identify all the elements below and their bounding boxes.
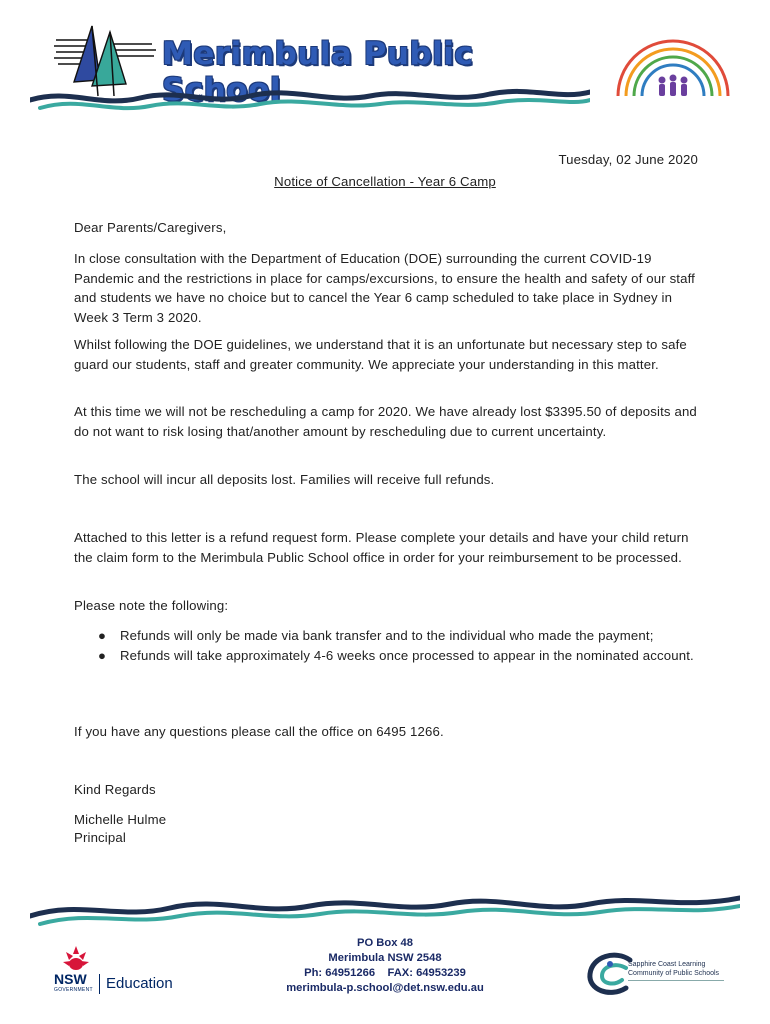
bullet-icon: ● xyxy=(98,628,107,643)
decorative-wave-top xyxy=(30,78,590,118)
bullet-text: Refunds will take approximately 4-6 weeks once processed to appear in the nominated account. xyxy=(120,647,694,663)
nsw-wordmark: NSW xyxy=(54,971,87,987)
sapphire-line-1: Sapphire Coast Learning xyxy=(628,961,706,968)
letter-date: Tuesday, 02 June 2020 xyxy=(558,152,698,167)
values-rainbow-logo xyxy=(612,30,734,102)
signatory-title: Principal xyxy=(74,830,126,845)
salutation: Dear Parents/Caregivers, xyxy=(74,220,227,235)
sapphire-line-2: Community of Public Schools xyxy=(628,970,720,977)
government-wordmark: GOVERNMENT xyxy=(54,987,93,993)
sapphire-underline xyxy=(628,980,724,981)
list-item xyxy=(74,626,700,646)
paragraph-refunds: The school will incur all deposits lost. Families will receive full refunds. xyxy=(74,472,495,487)
list-item xyxy=(74,646,700,666)
address-phone-fax: Ph: 64951266 FAX: 64953239 xyxy=(304,967,466,979)
note-intro: Please note the following: xyxy=(74,598,229,613)
education-wordmark: Education xyxy=(106,975,173,992)
sapphire-wordmark xyxy=(628,960,719,978)
bullet-icon: ● xyxy=(98,647,107,663)
signatory-name: Michelle Hulme xyxy=(74,812,167,827)
closing: Kind Regards xyxy=(74,782,156,797)
bullet-text: Refunds will only be made via bank transfer and to the individual who made the payment; xyxy=(120,628,654,643)
paragraph-guidelines: Whilst following the DOE guidelines, we understand that it is an unfortunate but necessary step to safe guard our students, staff and greater community. We appreciate your understanding in this matter. xyxy=(74,337,687,372)
paragraph-consultation: In close consultation with the Department of Education (DOE) surrounding the current COVID-19 Pandemic and the restrictions in place for camps/excursions, to ensure the health and safety of our staff and students we have no choice but to cancel the Year 6 camp scheduled to take place in Sydney in Week 3 Term 3 2020. xyxy=(74,251,695,325)
decorative-wave-bottom xyxy=(30,886,740,930)
paragraph-deposits: At this time we will not be rescheduling a camp for 2020. We have already lost $3395.50 of deposits and do not want to risk losing that/another amount by rescheduling due to current uncertainty. xyxy=(74,404,697,439)
paragraph-refund-form: Attached to this letter is a refund request form. Please complete your details and have your child return the claim form to the Merimbula Public School office in order for your reimbursement to be processed. xyxy=(74,530,689,565)
letter-title: Notice of Cancellation - Year 6 Camp xyxy=(274,174,496,189)
address-suburb: Merimbula NSW 2548 xyxy=(328,952,442,964)
address-po-box: PO Box 48 xyxy=(357,937,413,949)
address-email: merimbula-p.school@det.nsw.edu.au xyxy=(286,982,484,994)
sapphire-coast-logo xyxy=(586,948,736,1002)
refund-notes-list xyxy=(74,626,700,665)
questions-contact: If you have any questions please call the office on 6495 1266. xyxy=(74,724,444,739)
school-name-heading: Merimbula Public School xyxy=(162,36,474,108)
